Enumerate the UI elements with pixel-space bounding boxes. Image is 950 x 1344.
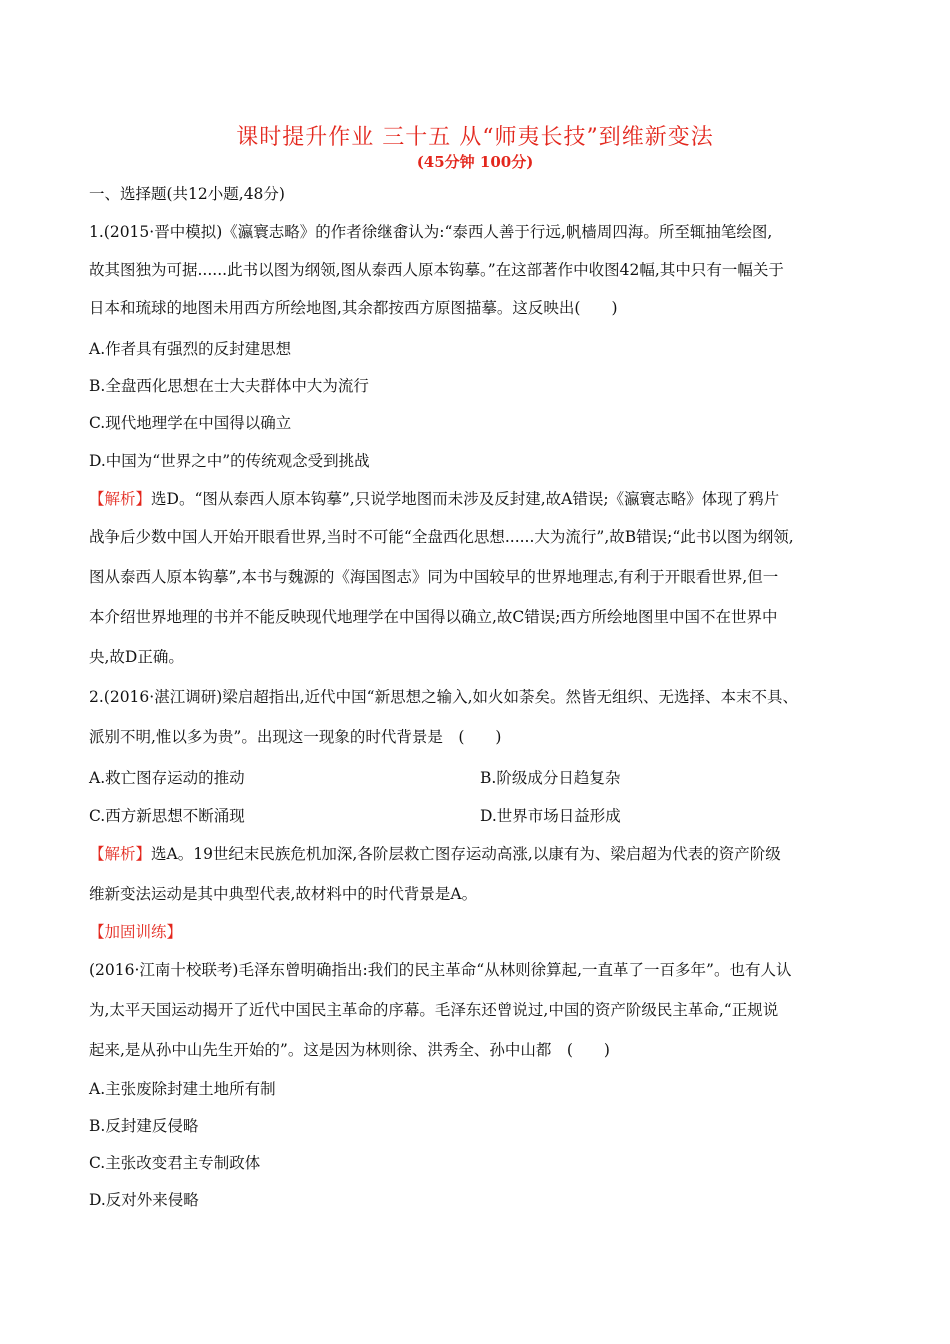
extra-stem-line: (2016·江南十校联考)毛泽东曾明确指出:我们的民主革命“从林则徐算起,一直革了一百多年”。也有人认 — [89, 961, 792, 979]
section-heading: 一、选择题(共12小题,48分) — [89, 185, 285, 203]
extra-option-a: A.主张废除封建土地所有制 — [89, 1080, 276, 1098]
extra-stem-line: 起来,是从孙中山先生开始的”。这是因为林则徐、洪秀全、孙中山都 ( ) — [89, 1041, 610, 1059]
q2-option-a: A.救亡图存运动的推动 — [89, 769, 245, 787]
q2-options-row — [89, 768, 879, 788]
q2-stem-line: 派别不明,惟以多为贵”。出现这一现象的时代背景是 ( ) — [89, 728, 502, 746]
extra-stem-line: 为,太平天国运动揭开了近代中国民主革命的序幕。毛泽东还曾说过,中国的资产阶级民主革命,“正规说 — [89, 1001, 779, 1019]
q2-option-d: D.世界市场日益形成 — [480, 807, 621, 825]
extra-option-c: C.主张改变君主专制政体 — [89, 1154, 261, 1172]
q2-options-row — [89, 806, 879, 826]
q2-stem-line: 2.(2016·湛江调研)梁启超指出,近代中国“新思想之输入,如火如荼矣。然皆无组织、无选择、本末不具、 — [89, 688, 799, 706]
q1-analysis-text: 选D。“图从泰西人原本钩摹”,只说学地图而未涉及反封建,故A错误;《瀛寰志略》体现了鸦片 — [151, 490, 780, 508]
extra-option-d: D.反对外来侵略 — [89, 1191, 199, 1209]
page-title: 课时提升作业 三十五 从“师夷长技”到维新变法 — [236, 125, 714, 150]
q1-stem-line: 故其图独为可据......此书以图为纲领,图从泰西人原本钩摹。”在这部著作中收图42幅,其中只有一幅关于 — [89, 261, 784, 279]
extra-option-b: B.反封建反侵略 — [89, 1117, 199, 1135]
q1-stem-line: 日本和琉球的地图未用西方所绘地图,其余都按西方原图描摹。这反映出( ) — [89, 299, 618, 317]
q2-analysis-text: 选A。19世纪末民族危机加深,各阶层救亡图存运动高涨,以康有为、梁启超为代表的资产阶级 — [151, 845, 781, 863]
extra-practice-tag: 【加固训练】 — [89, 923, 183, 941]
q2-analysis-line — [89, 844, 879, 864]
q1-analysis-line: 央,故D正确。 — [89, 648, 184, 666]
q2-analysis-line: 维新变法运动是其中典型代表,故材料中的时代背景是A。 — [89, 885, 478, 903]
q1-analysis-line: 战争后少数中国人开始开眼看世界,当时不可能“全盘西化思想......大为流行”,故B错误;“此书以图为纲领, — [89, 528, 794, 546]
q1-analysis-line: 本介绍世界地理的书并不能反映现代地理学在中国得以确立,故C错误;西方所绘地图里中国不在世界中 — [89, 608, 778, 626]
q1-analysis-tag: 【解析】 — [89, 490, 152, 508]
q1-option-d: D.中国为“世界之中”的传统观念受到挑战 — [89, 452, 370, 470]
page-subtitle: (45分钟 100分) — [416, 153, 534, 171]
q1-option-b: B.全盘西化思想在士大夫群体中大为流行 — [89, 377, 369, 395]
q1-analysis-line: 图从泰西人原本钩摹”,本书与魏源的《海国图志》同为中国较早的世界地理志,有利于开眼看世界,但一 — [89, 568, 779, 586]
q2-option-c: C.西方新思想不断涌现 — [89, 807, 245, 825]
q1-option-c: C.现代地理学在中国得以确立 — [89, 414, 292, 432]
q1-option-a: A.作者具有强烈的反封建思想 — [89, 340, 292, 358]
q2-option-b: B.阶级成分日趋复杂 — [480, 769, 621, 787]
q1-analysis-line — [89, 489, 879, 509]
q1-stem-line: 1.(2015·晋中模拟)《瀛寰志略》的作者徐继畬认为:“泰西人善于行远,帆樯周四海。所至辄抽笔绘图, — [89, 223, 773, 241]
q2-analysis-tag: 【解析】 — [89, 845, 152, 863]
